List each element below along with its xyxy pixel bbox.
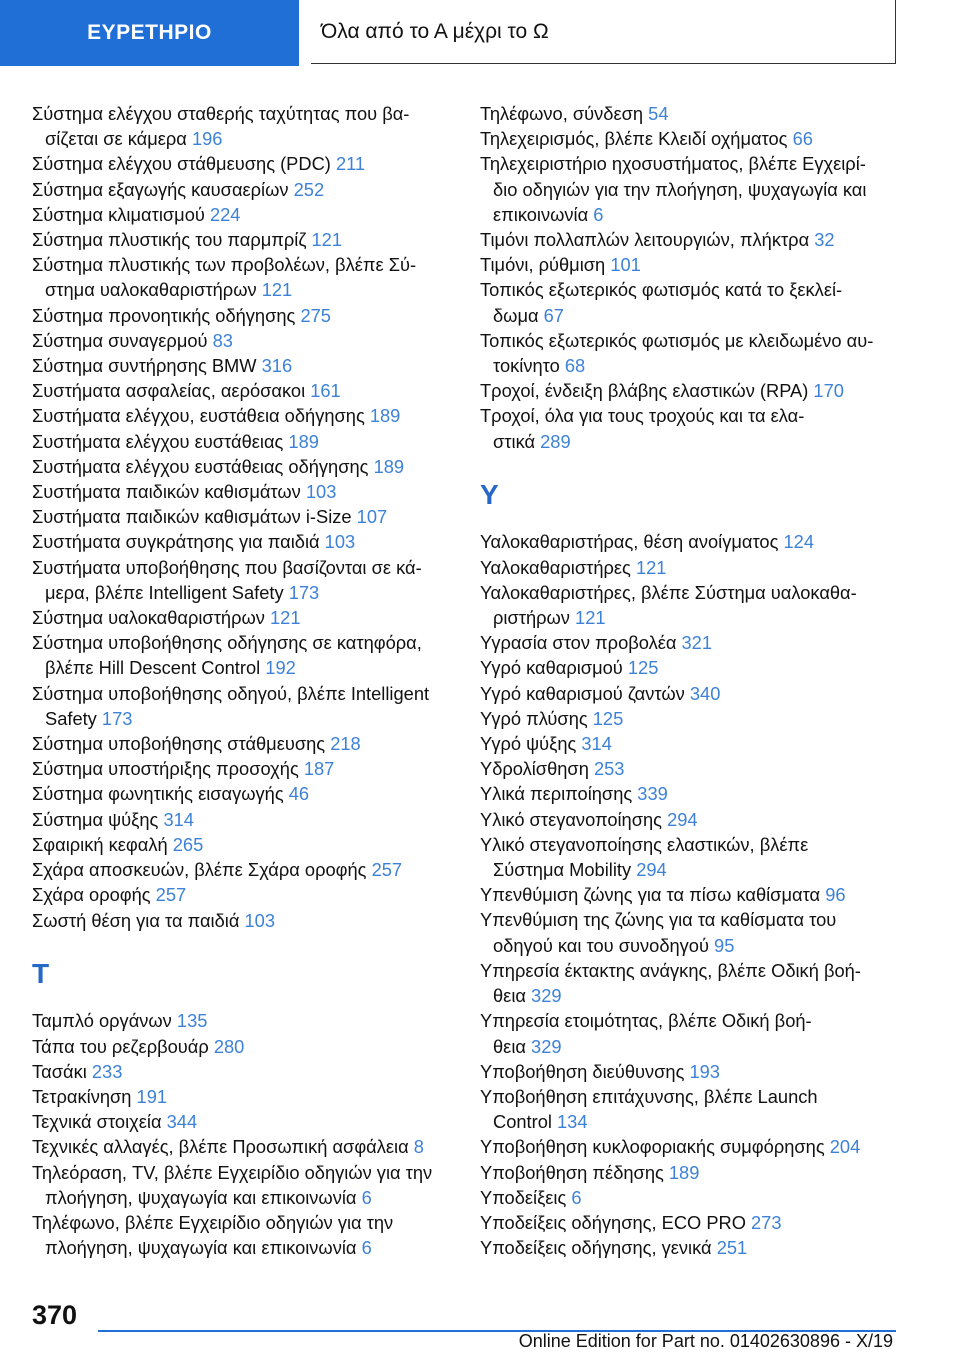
index-entry: Σύστημα εξαγωγής καυσαερίων 252 <box>32 178 325 200</box>
index-page-link[interactable]: 135 <box>176 1010 208 1032</box>
index-page-link[interactable]: 121 <box>575 607 606 629</box>
index-page-link[interactable]: 218 <box>330 733 361 755</box>
index-entry: Υπενθύμιση της ζώνης για τα καθίσματα του οδηγού και του συνοδηγού 95 <box>480 909 837 956</box>
index-entry: Συστήματα ασφαλείας, αερόσακοι 161 <box>32 380 341 402</box>
index-entry: Συστήματα υποβοήθησης που βασίζονται σε κά- μερα, βλέπε Intelligent Safety 173 <box>32 556 422 603</box>
index-column-left <box>32 101 482 1260</box>
index-page-link[interactable]: 6 <box>361 1186 372 1208</box>
index-letter-heading: Τ <box>32 957 50 989</box>
index-entry: Υποβοήθηση διεύθυνσης 193 <box>480 1060 720 1082</box>
index-entry: Σύστημα υποβοήθησης στάθμευσης 218 <box>32 733 361 755</box>
index-entry: Σχάρα αποσκευών, βλέπε Σχάρα οροφής 257 <box>32 859 403 881</box>
index-page-link[interactable]: 189 <box>369 405 401 427</box>
index-entry: Τροχοί, ένδειξη βλάβης ελαστικών (RPA) 170 <box>480 380 844 402</box>
index-entry: Συστήματα παιδικών καθισμάτων 103 <box>32 481 337 503</box>
index-page-link[interactable]: 294 <box>636 859 667 881</box>
index-page-link[interactable]: 257 <box>155 884 187 906</box>
index-page-link[interactable]: 265 <box>172 833 204 855</box>
index-entry: Τιμόνι πολλαπλών λειτουργιών, πλήκτρα 32 <box>480 229 835 251</box>
index-entry: Υλικό στεγανοποίησης 294 <box>480 808 698 830</box>
index-entry: Σύστημα υποστήριξης προσοχής 187 <box>32 758 335 780</box>
index-page-link[interactable]: 251 <box>716 1237 748 1259</box>
index-entry: Υαλοκαθαριστήρας, θέση ανοίγματος 124 <box>480 531 814 553</box>
index-entry: Τιμόνι, ρύθμιση 101 <box>480 254 641 276</box>
index-entry: Σύστημα συναγερμού 83 <box>32 329 233 351</box>
index-entry: Υαλοκαθαριστήρες, βλέπε Σύστημα υαλοκαθα- ριστήρων 121 <box>480 581 857 629</box>
index-entry: Υγρό καθαρισμού 125 <box>480 657 659 679</box>
index-page-link[interactable]: 103 <box>305 481 337 503</box>
index-entry: Τηλέφωνο, σύνδεση 54 <box>480 103 669 124</box>
index-entry: Σύστημα ελέγχου σταθερής ταχύτητας που βα- σίζεται σε κάμερα 196 <box>32 103 410 150</box>
index-page-link[interactable]: 103 <box>324 531 356 553</box>
index-page-link[interactable]: 275 <box>300 304 331 326</box>
index-entry: Τασάκι 233 <box>32 1060 123 1082</box>
index-entry: Σύστημα πλυστικής του παρμπρίζ 121 <box>32 229 343 251</box>
index-page-link[interactable]: 192 <box>265 657 296 679</box>
index-page-link[interactable]: 321 <box>681 632 713 654</box>
index-page-link[interactable]: 6 <box>593 203 604 225</box>
index-entry: Τηλεχειρισμός, βλέπε Κλειδί οχήματος 66 <box>480 128 813 150</box>
index-page-link[interactable]: 6 <box>571 1186 582 1208</box>
index-page-link[interactable]: 173 <box>101 707 133 729</box>
index-page-link[interactable]: 294 <box>667 808 698 830</box>
index-page-link[interactable]: 253 <box>593 758 625 780</box>
index-page-link[interactable]: 189 <box>373 455 405 477</box>
index-entry: Υγρό πλύσης 125 <box>480 707 624 729</box>
section-title: Όλα από το Α μέχρι το Ω <box>311 0 896 64</box>
index-entry: Τροχοί, όλα για τους τροχούς και τα ελα- στικά 289 <box>480 405 805 452</box>
index-entry: Υπηρεσία έκτακτης ανάγκης, βλέπε Οδική βοή- θεια 329 <box>480 959 861 1007</box>
index-entry: Υγρό ψύξης 314 <box>480 733 612 755</box>
index-page-link[interactable]: 191 <box>136 1085 168 1107</box>
index-entry: Υλικό στεγανοποίησης ελαστικών, βλέπε Σύστημα Mobility 294 <box>480 833 809 881</box>
index-page-link[interactable]: 161 <box>310 380 341 402</box>
index-page-link[interactable]: 280 <box>213 1035 245 1057</box>
index-page-link[interactable]: 125 <box>627 657 659 679</box>
index-entry: Σύστημα πλυστικής των προβολέων, βλέπε Σύ- στημα υαλοκαθαριστήρων 121 <box>32 254 417 301</box>
index-page-link[interactable]: 329 <box>531 1035 562 1057</box>
index-page-link[interactable]: 6 <box>361 1237 372 1259</box>
index-entry: Υπηρεσία ετοιμότητας, βλέπε Οδική βοή- θεια 329 <box>480 1010 812 1057</box>
index-page-link[interactable]: 107 <box>356 506 388 528</box>
index-entry: Τοπικός εξωτερικός φωτισμός κατά το ξεκλεί- δωμα 67 <box>480 279 843 326</box>
index-entry: Υγρό καθαρισμού ζαντών 340 <box>480 682 721 704</box>
index-page-link[interactable]: 101 <box>610 254 641 276</box>
index-entry: Τηλεχειριστήριο ηχοσυστήματος, βλέπε Εγχειρί- διο οδηγιών για την πλοήγηση, ψυχαγωγία και επικοινωνία 6 <box>480 153 867 225</box>
index-page-link[interactable]: 103 <box>244 909 276 931</box>
index-entry: Συστήματα ελέγχου ευστάθειας 189 <box>32 430 319 452</box>
index-page-link[interactable]: 193 <box>689 1060 720 1082</box>
index-page-link[interactable]: 257 <box>371 859 403 881</box>
page-number: 370 <box>32 1300 78 1330</box>
index-page-link[interactable]: 121 <box>270 607 301 629</box>
index-entry: Σύστημα ελέγχου στάθμευσης (PDC) 211 <box>32 153 366 175</box>
index-page-link[interactable]: 289 <box>540 430 571 452</box>
index-entry: Συστήματα συγκράτησης για παιδιά 103 <box>32 531 356 553</box>
index-page-link[interactable]: 67 <box>543 304 564 326</box>
index-entry: Υποβοήθηση κυκλοφοριακής συμφόρησης 204 <box>480 1136 861 1158</box>
index-entry: Σύστημα συντήρησης BMW 316 <box>32 355 293 377</box>
index-entry: Υδρολίσθηση 253 <box>480 758 625 780</box>
index-page-link[interactable]: 66 <box>792 128 813 150</box>
index-page-link[interactable]: 170 <box>813 380 844 402</box>
index-entry: Υποβοήθηση πέδησης 189 <box>480 1161 700 1183</box>
index-entry: Υαλοκαθαριστήρες 121 <box>480 556 667 578</box>
index-entry: Σύστημα φωνητικής εισαγωγής 46 <box>32 783 310 805</box>
index-page-link[interactable]: 96 <box>825 884 846 906</box>
index-entry: Συστήματα ελέγχου ευστάθειας οδήγησης 189 <box>32 455 405 477</box>
index-page-link[interactable]: 83 <box>212 329 233 351</box>
index-entry: Σφαιρική κεφαλή 265 <box>32 833 204 855</box>
index-page-link[interactable]: 121 <box>635 556 667 578</box>
index-entry: Υποδείξεις οδήγησης, ECO PRO 273 <box>480 1211 782 1233</box>
index-entry: Τετρακίνηση 191 <box>32 1085 168 1107</box>
index-entry: Σύστημα υαλοκαθαριστήρων 121 <box>32 607 301 629</box>
section-tab: ΕΥΡΕΤΗΡΙΟ <box>0 0 299 66</box>
index-entry: Συστήματα ελέγχου, ευστάθεια οδήγησης 189 <box>32 405 401 427</box>
index-entry: Σύστημα προνοητικής οδήγησης 275 <box>32 304 331 326</box>
index-entry: Υλικά περιποίησης 339 <box>480 783 668 805</box>
index-entry: Τάπα του ρεζερβουάρ 280 <box>32 1035 245 1057</box>
index-page-link[interactable]: 211 <box>335 153 366 175</box>
index-entry: Υγρασία στον προβολέα 321 <box>480 632 713 654</box>
index-page-link[interactable]: 121 <box>261 279 293 301</box>
index-entry: Τεχνικές αλλαγές, βλέπε Προσωπική ασφάλεια 8 <box>32 1136 424 1158</box>
index-page-link[interactable]: 134 <box>557 1111 588 1133</box>
footer-edition: Online Edition for Part no. 01402630896 - X/19 <box>518 1331 893 1351</box>
index-page-link[interactable]: 125 <box>592 707 624 729</box>
index-page-link[interactable]: 189 <box>288 430 319 452</box>
index-entry: Τεχνικά στοιχεία 344 <box>32 1111 198 1133</box>
index-entry: Υπενθύμιση ζώνης για τα πίσω καθίσματα 96 <box>480 884 846 906</box>
index-page-link[interactable]: 32 <box>814 229 835 251</box>
index-page-link[interactable]: 344 <box>166 1111 198 1133</box>
index-entry: Σχάρα οροφής 257 <box>32 884 187 906</box>
index-column-right <box>480 101 930 1260</box>
index-page-link[interactable]: 224 <box>209 203 241 225</box>
index-entry: Τοπικός εξωτερικός φωτισμός με κλειδωμένο αυ- τοκίνητο 68 <box>480 329 874 377</box>
index-page-link[interactable]: 46 <box>288 783 310 805</box>
index-page-link[interactable]: 204 <box>829 1136 861 1158</box>
index-entry: Υποβοήθηση επιτάχυνσης, βλέπε Launch Control 134 <box>480 1085 818 1133</box>
index-page-link[interactable]: 173 <box>288 581 320 603</box>
index-entry: Σύστημα υποβοήθησης οδήγησης σε κατηφόρα, βλέπε Hill Descent Control 192 <box>32 632 422 679</box>
index-page-link[interactable]: 196 <box>191 128 223 150</box>
index-entry: Ταμπλό οργάνων 135 <box>32 1010 208 1032</box>
index-entry: Υποδείξεις οδήγησης, γενικά 251 <box>480 1237 748 1259</box>
index-page-link[interactable]: 314 <box>581 733 612 755</box>
index-entry: Συστήματα παιδικών καθισμάτων i-Size 107 <box>32 506 388 528</box>
index-page-link[interactable]: 68 <box>564 355 586 377</box>
index-entry: Σύστημα ψύξης 314 <box>32 808 194 830</box>
index-page-link[interactable]: 316 <box>261 355 293 377</box>
index-entry: Υποδείξεις 6 <box>480 1186 582 1208</box>
index-letter-heading: Υ <box>480 478 499 510</box>
index-page-link[interactable]: 252 <box>293 178 325 200</box>
index-page-link[interactable]: 8 <box>413 1136 424 1158</box>
index-entry: Σωστή θέση για τα παιδιά 103 <box>32 909 276 931</box>
index-page-link[interactable]: 187 <box>303 758 335 780</box>
index-page-link[interactable]: 95 <box>714 934 735 956</box>
index-page-link[interactable]: 121 <box>311 229 343 251</box>
index-page-link[interactable]: 273 <box>751 1211 782 1233</box>
index-page-link[interactable]: 124 <box>783 531 814 553</box>
index-page-link[interactable]: 329 <box>531 985 562 1007</box>
index-entry: Τηλέφωνο, βλέπε Εγχειρίδιο οδηγιών για την πλοήγηση, ψυχαγωγία και επικοινωνία 6 <box>32 1211 394 1259</box>
index-page-link[interactable]: 314 <box>163 808 194 830</box>
index-page-link[interactable]: 233 <box>91 1060 123 1082</box>
page-header <box>0 0 960 66</box>
index-entry: Σύστημα υποβοήθησης οδηγού, βλέπε Intelligent Safety 173 <box>32 682 430 729</box>
index-page-link[interactable]: 340 <box>689 682 721 704</box>
index-entry: Τηλεόραση, TV, βλέπε Εγχειρίδιο οδηγιών για την πλοήγηση, ψυχαγωγία και επικοινωνία 6 <box>32 1161 433 1208</box>
index-page-link[interactable]: 339 <box>637 783 668 805</box>
index-page-link[interactable]: 189 <box>668 1161 700 1183</box>
index-entry: Σύστημα κλιματισμού 224 <box>32 203 241 225</box>
index-page-link[interactable]: 54 <box>648 103 669 124</box>
